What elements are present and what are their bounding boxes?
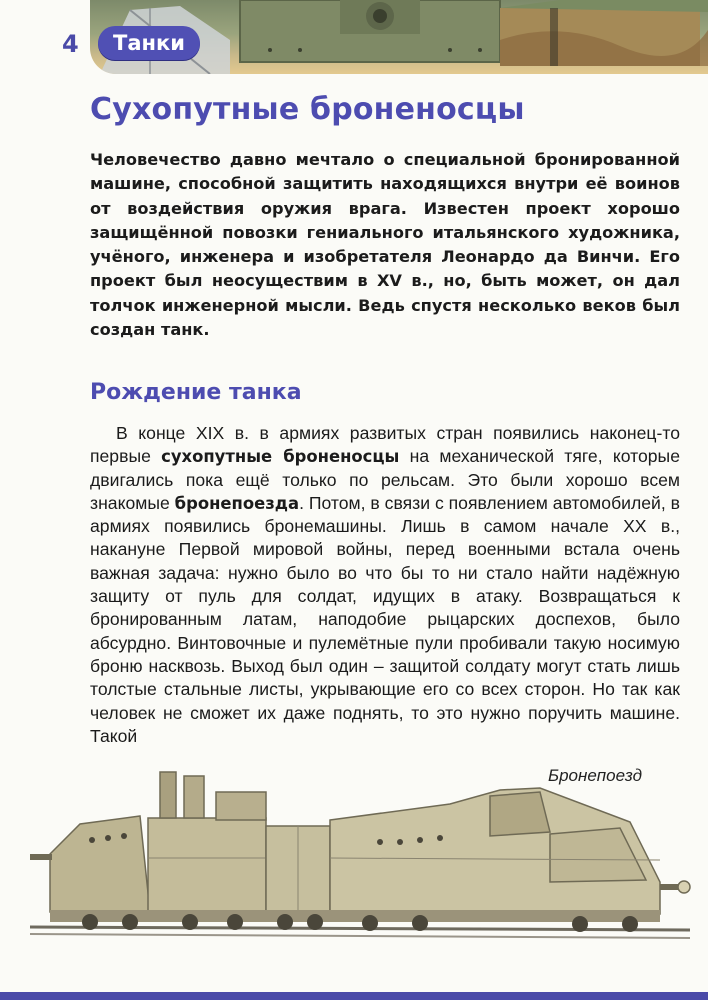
figure-caption: Бронепоезд xyxy=(548,766,642,785)
armored-train-illustration xyxy=(20,762,700,962)
section-tab: Танки xyxy=(98,26,200,60)
term-highlight: бронепоезда xyxy=(174,493,300,513)
page-title: Сухопутные броненосцы xyxy=(90,92,525,127)
intro-paragraph: Человечество давно мечтало о специальной бронированной машине, способной защитить находящихся внутри её воинов от воздействия оружия врага. Известен проект хорошо защищённой повозки гениального итальянского художника, учёного, инженера и изобретателя Леонардо да Винчи. Его проект был неосуществим в XV в., но, быть может, он дал толчок инженерной мысли. Ведь спустя несколько веков был создан танк. xyxy=(90,150,680,340)
body-text-part: В конце XIX в. в армиях развитых стран появились наконец-то первые xyxy=(90,423,680,467)
section-heading: Рождение танка xyxy=(90,380,302,405)
term-highlight: сухопутные броненосцы xyxy=(161,447,400,467)
body-text-part: на механической тяге, которые двигались пока ещё только по рельсам. Это были хорошо всем знакомые xyxy=(90,446,680,513)
page-number: 4 xyxy=(62,30,79,58)
body-paragraph xyxy=(90,422,680,748)
bottom-border xyxy=(0,992,708,1000)
body-text-part: . Потом, в связи с появлением автомобилей, в армиях появились бронемашины. Лишь в самом начале XX в., накануне Первой мировой войны, перед военными встала очень важная задача: нужно было во что бы то ни стало найти надёжную защиту от пуль для солдат, идущих в атаку. Возвращаться к бронированным латам, наподобие рыцарских доспехов, было абсурдно. Винтовочные и пулемётные пули пробивали такую носимую броню насквозь. Выход был один – защитой солдату могут стать лишь толстые стальные листы, укрывающие его со всех сторон. Но так как человек не сможет их даже поднять, то это нужно поручить машине. Такой xyxy=(90,492,680,746)
